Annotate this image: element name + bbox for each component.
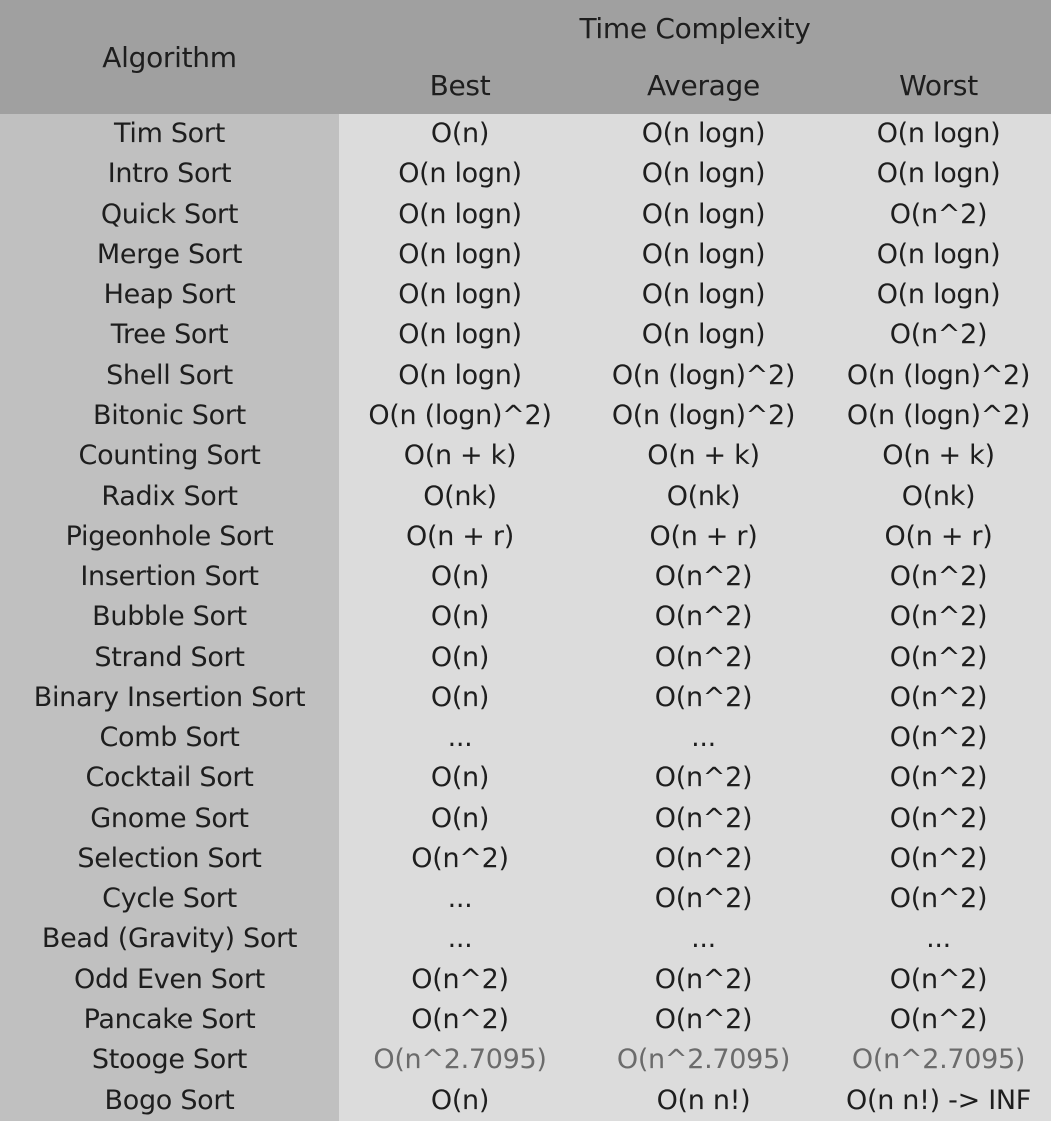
average-case-cell: O(n logn) [581,114,826,154]
table-body [0,114,1051,1121]
best-case-cell: O(n logn) [339,195,581,235]
average-case-cell: O(n^2) [581,839,826,879]
table-row [0,799,1051,839]
average-case-cell: O(n^2) [581,1000,826,1040]
average-case-cell: O(n^2) [581,597,826,637]
algorithm-name-cell: Cycle Sort [0,879,339,919]
worst-case-cell: O(n logn) [826,114,1051,154]
algorithm-header: Algorithm [0,0,339,114]
best-case-cell: O(n) [339,799,581,839]
algorithm-name-cell: Bubble Sort [0,597,339,637]
best-case-cell: O(n logn) [339,356,581,396]
average-case-cell: ... [581,718,826,758]
average-case-cell: O(n^2) [581,678,826,718]
table-row [0,315,1051,355]
average-case-cell: O(nk) [581,476,826,516]
worst-case-cell: O(n logn) [826,275,1051,315]
worst-case-cell: O(n n!) -> INF [826,1080,1051,1121]
best-case-cell: O(n^2) [339,839,581,879]
average-case-cell: O(n^2) [581,879,826,919]
algorithm-name-cell: Tree Sort [0,315,339,355]
table-row [0,114,1051,154]
algorithm-name-cell: Odd Even Sort [0,960,339,1000]
best-case-cell: O(n) [339,1080,581,1121]
average-case-cell: O(n^2) [581,960,826,1000]
algorithm-name-cell: Binary Insertion Sort [0,678,339,718]
average-case-cell: O(n n!) [581,1080,826,1121]
best-case-cell: O(n^2) [339,1000,581,1040]
worst-case-cell: O(n logn) [826,235,1051,275]
algorithm-name-cell: Pancake Sort [0,1000,339,1040]
best-case-cell: ... [339,718,581,758]
table-row [0,1000,1051,1040]
table-row [0,154,1051,194]
algorithm-name-cell: Bogo Sort [0,1080,339,1121]
table-row [0,879,1051,919]
best-case-cell: ... [339,919,581,959]
best-header: Best [339,56,581,114]
algorithm-name-cell: Heap Sort [0,275,339,315]
average-case-cell: O(n logn) [581,315,826,355]
algorithm-name-cell: Quick Sort [0,195,339,235]
average-case-cell: O(n^2.7095) [581,1040,826,1080]
worst-header: Worst [826,56,1051,114]
worst-case-cell: O(n^2) [826,839,1051,879]
algorithm-name-cell: Counting Sort [0,436,339,476]
best-case-cell: O(n) [339,557,581,597]
algorithm-name-cell: Shell Sort [0,356,339,396]
table-row [0,758,1051,798]
algorithm-name-cell: Pigeonhole Sort [0,517,339,557]
average-case-cell: O(n logn) [581,154,826,194]
average-case-cell: O(n logn) [581,275,826,315]
average-case-cell: O(n (logn)^2) [581,396,826,436]
algorithm-name-cell: Intro Sort [0,154,339,194]
worst-case-cell: O(n + k) [826,436,1051,476]
table-row [0,597,1051,637]
algorithm-name-cell: Bead (Gravity) Sort [0,919,339,959]
best-case-cell: O(n) [339,637,581,677]
table-row [0,396,1051,436]
algorithm-name-cell: Bitonic Sort [0,396,339,436]
average-case-cell: O(n logn) [581,195,826,235]
table-row [0,637,1051,677]
worst-case-cell: O(n^2) [826,758,1051,798]
algorithm-name-cell: Insertion Sort [0,557,339,597]
algorithm-name-cell: Tim Sort [0,114,339,154]
table-row [0,195,1051,235]
worst-case-cell: O(n^2.7095) [826,1040,1051,1080]
table-row [0,1080,1051,1121]
table-row [0,557,1051,597]
average-case-cell: O(n^2) [581,637,826,677]
best-case-cell: O(nk) [339,476,581,516]
worst-case-cell: O(n^2) [826,718,1051,758]
worst-case-cell: O(n^2) [826,557,1051,597]
table-row [0,275,1051,315]
best-case-cell: O(n) [339,678,581,718]
best-case-cell: O(n) [339,758,581,798]
table-row [0,839,1051,879]
table-row [0,476,1051,516]
worst-case-cell: O(n + r) [826,517,1051,557]
worst-case-cell: O(n logn) [826,154,1051,194]
best-case-cell: O(n^2.7095) [339,1040,581,1080]
average-case-cell: O(n + k) [581,436,826,476]
worst-case-cell: O(n^2) [826,1000,1051,1040]
worst-case-cell: O(n^2) [826,960,1051,1000]
average-case-cell: O(n logn) [581,235,826,275]
best-case-cell: O(n) [339,597,581,637]
table-row [0,517,1051,557]
table-row [0,678,1051,718]
table-row [0,356,1051,396]
best-case-cell: O(n + k) [339,436,581,476]
worst-case-cell: O(n^2) [826,597,1051,637]
average-case-cell: O(n^2) [581,799,826,839]
worst-case-cell: O(n (logn)^2) [826,396,1051,436]
table-row [0,1040,1051,1080]
best-case-cell: O(n logn) [339,275,581,315]
algorithm-name-cell: Radix Sort [0,476,339,516]
algorithm-name-cell: Comb Sort [0,718,339,758]
algorithm-name-cell: Strand Sort [0,637,339,677]
worst-case-cell: O(n^2) [826,315,1051,355]
worst-case-cell: O(nk) [826,476,1051,516]
algorithm-name-cell: Stooge Sort [0,1040,339,1080]
best-case-cell: ... [339,879,581,919]
worst-case-cell: ... [826,919,1051,959]
average-case-cell: ... [581,919,826,959]
worst-case-cell: O(n^2) [826,879,1051,919]
algorithm-name-cell: Cocktail Sort [0,758,339,798]
table-header [0,0,1051,114]
best-case-cell: O(n logn) [339,315,581,355]
time-complexity-header: Time Complexity [339,0,1051,56]
algorithm-name-cell: Merge Sort [0,235,339,275]
table-row [0,436,1051,476]
worst-case-cell: O(n^2) [826,637,1051,677]
table-row [0,235,1051,275]
best-case-cell: O(n) [339,114,581,154]
table-row [0,718,1051,758]
average-case-cell: O(n^2) [581,557,826,597]
table-row [0,919,1051,959]
worst-case-cell: O(n^2) [826,195,1051,235]
average-case-cell: O(n + r) [581,517,826,557]
best-case-cell: O(n logn) [339,235,581,275]
algorithm-name-cell: Gnome Sort [0,799,339,839]
worst-case-cell: O(n^2) [826,678,1051,718]
worst-case-cell: O(n^2) [826,799,1051,839]
best-case-cell: O(n (logn)^2) [339,396,581,436]
best-case-cell: O(n + r) [339,517,581,557]
worst-case-cell: O(n (logn)^2) [826,356,1051,396]
average-header: Average [581,56,826,114]
algorithm-name-cell: Selection Sort [0,839,339,879]
average-case-cell: O(n (logn)^2) [581,356,826,396]
table-row [0,960,1051,1000]
best-case-cell: O(n^2) [339,960,581,1000]
best-case-cell: O(n logn) [339,154,581,194]
average-case-cell: O(n^2) [581,758,826,798]
